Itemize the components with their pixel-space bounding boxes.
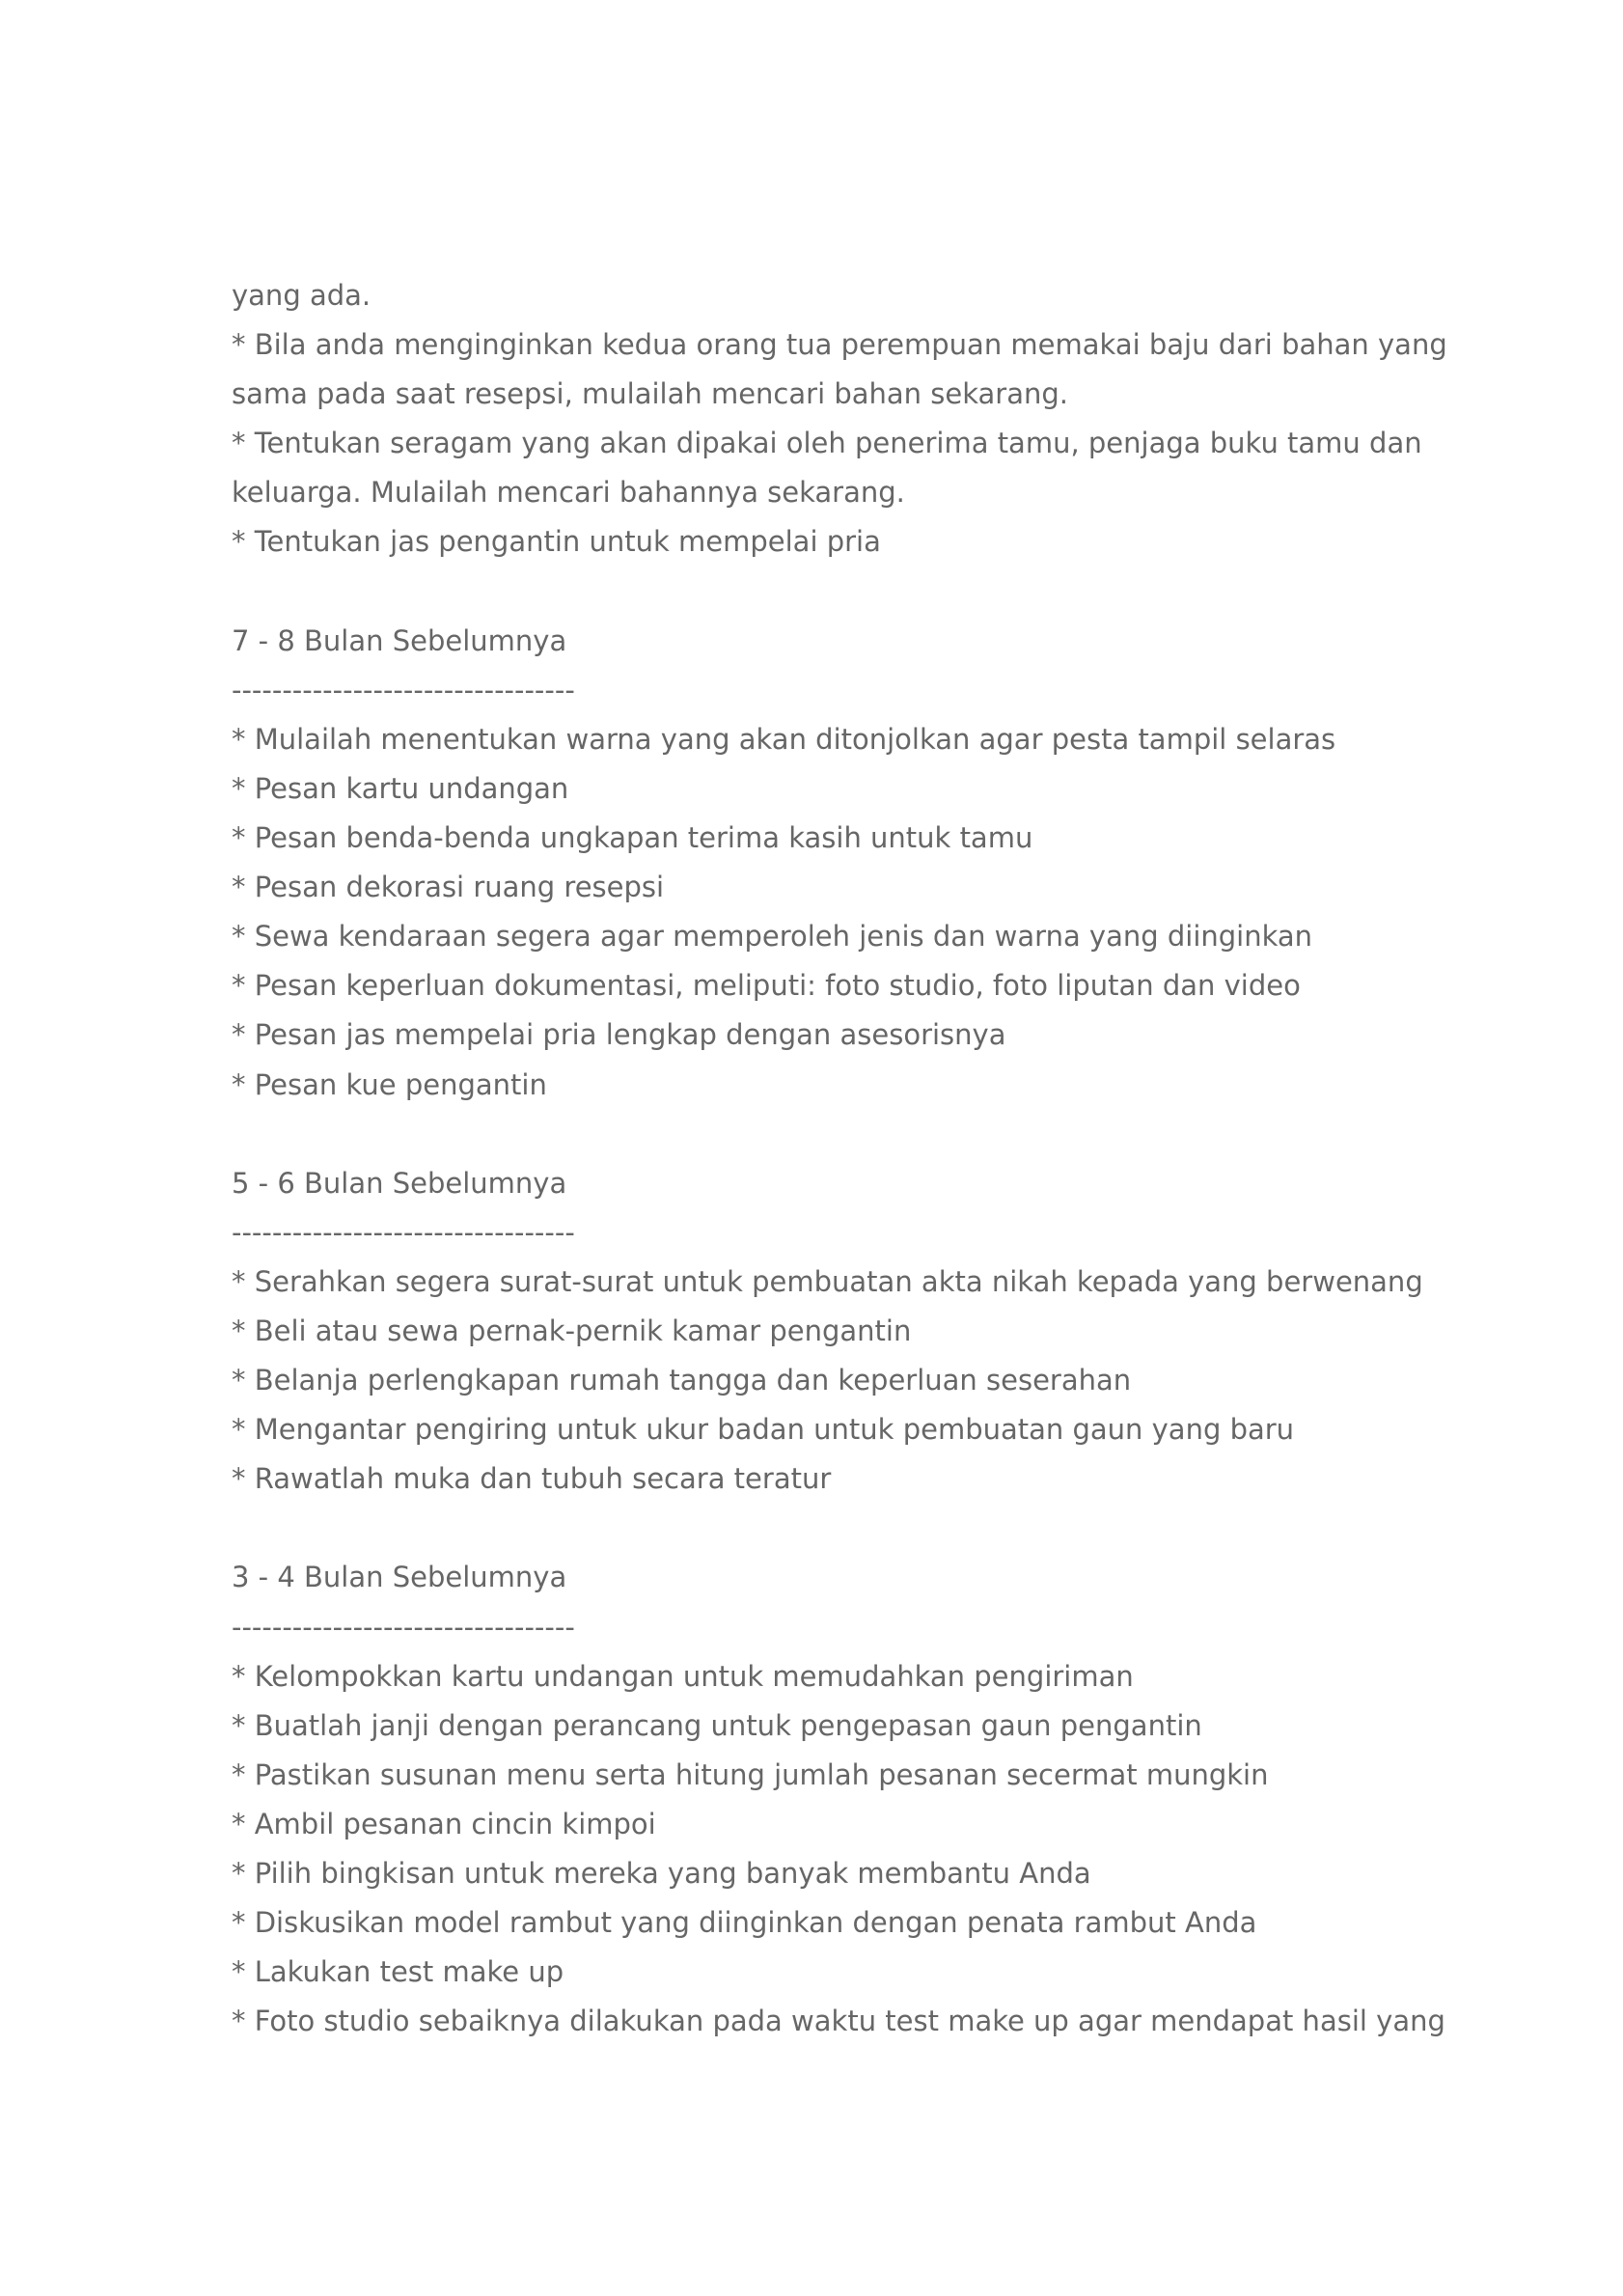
list-item: * Mengantar pengiring untuk ukur badan untuk pembuatan gaun yang baru bbox=[232, 1413, 1295, 1447]
section-divider: ---------------------------------- bbox=[232, 673, 575, 706]
list-item: * Serahkan segera surat-surat untuk pembuatan akta nikah kepada yang berwenang bbox=[232, 1264, 1423, 1298]
list-item: * Kelompokkan kartu undangan untuk memudahkan pengiriman bbox=[232, 1659, 1134, 1693]
list-item: * Buatlah janji dengan perancang untuk pengepasan gaun pengantin bbox=[232, 1708, 1202, 1742]
list-item: * Lakukan test make up bbox=[232, 1955, 564, 1989]
list-item: * Diskusikan model rambut yang diinginkan dengan penata rambut Anda bbox=[232, 1906, 1257, 1940]
section-3-4-months bbox=[232, 1553, 1445, 2046]
list-item: * Ambil pesanan cincin kimpoi bbox=[232, 1807, 656, 1840]
intro-line: keluarga. Mulailah mencari bahannya sekarang. bbox=[232, 476, 905, 510]
list-item: * Pesan dekorasi ruang resepsi bbox=[232, 871, 665, 904]
list-item: * Beli atau sewa pernak-pernik kamar pengantin bbox=[232, 1314, 912, 1347]
intro-line: sama pada saat resepsi, mulailah mencari bahan sekarang. bbox=[232, 377, 1068, 411]
intro-line: * Tentukan jas pengantin untuk mempelai pria bbox=[232, 525, 881, 559]
list-item: * Pesan kartu undangan bbox=[232, 771, 569, 805]
section-7-8-months bbox=[232, 617, 1428, 1110]
list-item: * Pesan keperluan dokumentasi, meliputi: foto studio, foto liputan dan video bbox=[232, 969, 1301, 1003]
section-heading: 7 - 8 Bulan Sebelumnya bbox=[232, 623, 567, 657]
list-item: * Sewa kendaraan segera agar memperoleh jenis dan warna yang diinginkan bbox=[232, 920, 1313, 954]
intro-block bbox=[232, 271, 1447, 567]
intro-line: yang ada. bbox=[232, 279, 371, 312]
section-divider: ---------------------------------- bbox=[232, 1610, 575, 1644]
document-body bbox=[232, 271, 1447, 2046]
list-item: * Foto studio sebaiknya dilakukan pada waktu test make up agar mendapat hasil yang bbox=[232, 2005, 1445, 2038]
list-item: * Pesan benda-benda ungkapan terima kasih untuk tamu bbox=[232, 821, 1033, 855]
section-5-6-months bbox=[232, 1159, 1428, 1505]
list-item: * Belanja perlengkapan rumah tangga dan keperluan seserahan bbox=[232, 1364, 1132, 1397]
list-item: * Pesan jas mempelai pria lengkap dengan asesorisnya bbox=[232, 1018, 1006, 1052]
list-item: * Pastikan susunan menu serta hitung jumlah pesanan secermat mungkin bbox=[232, 1757, 1269, 1791]
intro-line: * Bila anda menginginkan kedua orang tua perempuan memakai baju dari bahan yang bbox=[232, 328, 1447, 362]
list-item: * Pesan kue pengantin bbox=[232, 1067, 547, 1101]
list-item: * Mulailah menentukan warna yang akan ditonjolkan agar pesta tampil selaras bbox=[232, 722, 1336, 756]
list-item: * Rawatlah muka dan tubuh secara teratur bbox=[232, 1462, 832, 1496]
section-heading: 5 - 6 Bulan Sebelumnya bbox=[232, 1166, 567, 1200]
list-item: * Pilih bingkisan untuk mereka yang banyak membantu Anda bbox=[232, 1857, 1091, 1890]
section-heading: 3 - 4 Bulan Sebelumnya bbox=[232, 1561, 567, 1594]
section-divider: ---------------------------------- bbox=[232, 1215, 575, 1249]
intro-line: * Tentukan seragam yang akan dipakai oleh penerima tamu, penjaga buku tamu dan bbox=[232, 427, 1422, 460]
